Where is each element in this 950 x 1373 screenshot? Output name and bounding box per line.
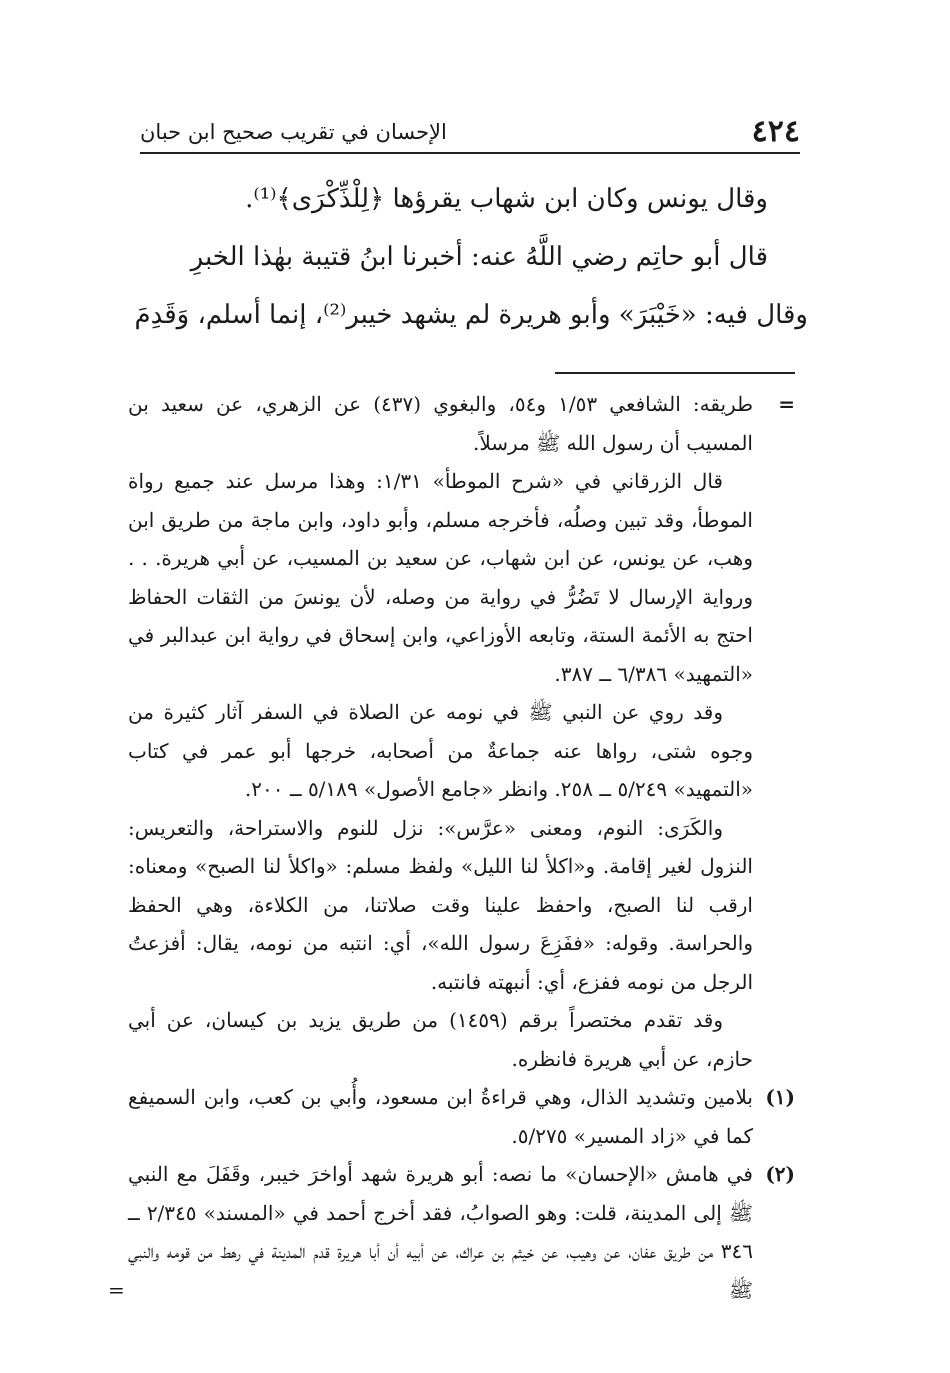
continues-marker: =: [108, 1277, 125, 1302]
footnote-text: في هامش «الإحسان» ما نصه: أبو هريرة شهد أواخرَ خيبر، وقَفَلَ مع النبي ﷺ إلى المدينة، قلت: وهو الصوابُ، فقد أخرج أحمد في «المسند» ٢/٣٤٥ ــ ٣٤٦ من طريق عفان، عن وهيب، عن خيثم بن عراك، عن أبيه أن أبا هريرة قدم المدينة في رهط من قومه والنبي ﷺ: [128, 1162, 753, 1302]
main-line: وقال يونس وكان ابن شهاب يقرؤها ﴿لِلْذِّكْرَى﴾⁽¹⁾.: [245, 184, 768, 214]
footnote-separator: [555, 372, 795, 374]
page-number: ٤٢٤: [751, 114, 800, 149]
footnote-text: بلامين وتشديد الذال، وهي قراءةُ ابن مسعود، وأُبي بن كعب، وابن السميفع كما في «زاد المسير» ٥/٢٧٥.: [128, 1085, 753, 1148]
page-header: [140, 112, 800, 154]
footnote-paragraph: وقد تقدم مختصراً برقم (١٤٥٩) من طريق يزيد بن كيسان، عن أبي حازم، عن أبي هريرة فانظره.: [128, 1008, 753, 1071]
footnote-number: (٢): [765, 1162, 795, 1186]
main-text: [118, 170, 808, 344]
footnote-number: (١): [765, 1085, 795, 1109]
footnote-body: [108, 1155, 753, 1309]
footnote-continuation: [128, 385, 795, 1078]
footnote-paragraph: وقد روي عن النبي ﷺ في نومه عن الصلاة في السفر آثار كثيرة من وجوه شتى، رواها عنه جماعةٌ من أصحابه، خرجها أبو عمر في كتاب «التمهيد» ٥/٢٤٩ ــ ٢٥٨. وانظر «جامع الأصول» ٥/١٨٩ ــ ٢٠٠.: [128, 700, 753, 801]
footnote-2: [108, 1155, 795, 1309]
footnote-1: [128, 1078, 795, 1155]
footnote-paragraph: والكَرَى: النوم، ومعنى «عرَّس»: نزل للنوم والاستراحة، والتعريس: النزول لغير إقامة. و«اكلأ لنا الليل» ولفظ مسلم: «واكلأ لنا الصبح» ومعناه: ارقب لنا الصبح، واحفظ علينا وقت صلاتنا، من الكلاءة، وهي الحفظ والحراسة. وقوله: «ففَزِعَ رسول الله»، أي: انتبه من نومه، يقال: أفزعتُ الرجل من نومه ففزع، أي: أنبهته فانتبه.: [128, 815, 753, 994]
main-line: قال أبو حاتِم رضي اللَّهُ عنه: أخبرنا ابنُ قتيبة بهٰذا الخبرِ: [190, 242, 768, 272]
footnote-paragraph: قال الزرقاني في «شرح الموطأ» ١/٣١: وهذا مرسل عند جميع رواة الموطأ، وقد تبين وصلُه، فأخرجه مسلم، وأبو داود، وابن ماجة من طريق ابن وهب، عن يونس، عن ابن شهاب، عن سعيد بن المسيب، عن أبي هريرة. . . ورواية الإرسال لا تَضُرُّ في رواية من وصله، لأن يونسَ من الثقات الحفاظ احتج به الأئمة الستة، وتابعه الأوزاعي، وابن إسحاق في رواية ابن عبدالبر في «التمهيد» ٦/٣٨٦ ــ ٣٨٧.: [128, 469, 753, 686]
running-title: الإحسان في تقريب صحيح ابن حبان: [140, 120, 447, 144]
footnotes: [108, 385, 795, 1309]
continuation-marker: =: [778, 392, 795, 416]
footnote-text: طريقه: الشافعي ١/٥٣ و٥٤، والبغوي (٤٣٧) عن الزهري، عن سعيد بن المسيب أن رسول الله ﷺ مرسلاً.: [128, 392, 754, 455]
main-line: وقال فيه: «خَيْبَرَ» وأبو هريرة لم يشهد خيبر⁽²⁾، إنما أسلم، وَقَدِمَ: [134, 300, 808, 330]
